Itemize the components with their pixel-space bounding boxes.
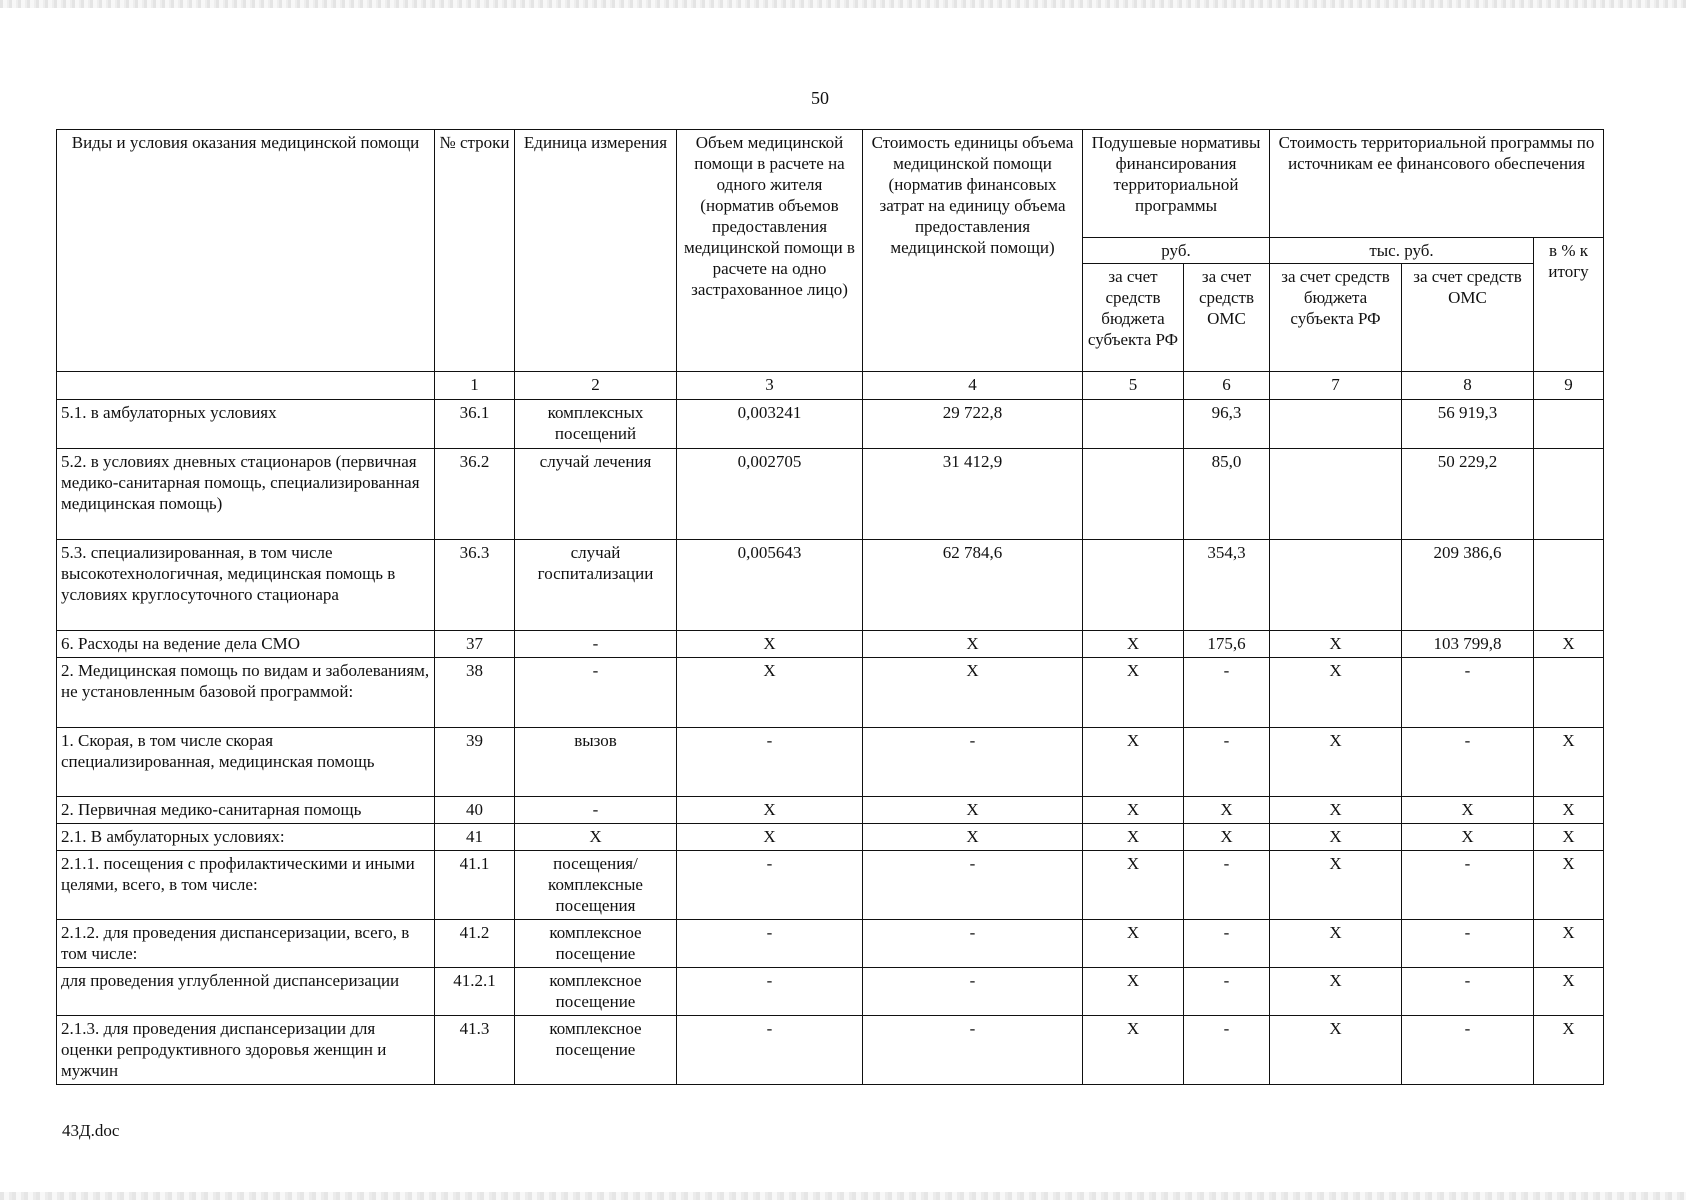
row-name: 2.1.1. посещения с профилактическими и иными целями, всего, в том числе: [57,851,435,920]
row-oms-rub: - [1184,1016,1270,1085]
row-line: 37 [435,631,515,658]
row-volume: - [677,1016,863,1085]
row-budget-thousand [1270,540,1402,631]
row-oms-rub: 354,3 [1184,540,1270,631]
row-oms-thousand: 56 919,3 [1402,400,1534,449]
row-budget-rub: X [1083,968,1184,1016]
row-name: 2.1.3. для проведения диспансеризации для оценки репродуктивного здоровья женщин и мужчин [57,1016,435,1085]
row-budget-thousand: X [1270,797,1402,824]
row-cost: 31 412,9 [863,449,1083,540]
row-percent: X [1534,728,1604,797]
row-line: 41.1 [435,851,515,920]
row-percent: X [1534,920,1604,968]
row-cost: X [863,658,1083,728]
column-number: 5 [1083,372,1184,400]
row-oms-thousand: - [1402,1016,1534,1085]
row-line: 39 [435,728,515,797]
row-percent [1534,658,1604,728]
header-budget-rub: за счет средств бюджета субъекта РФ [1083,264,1184,372]
column-number: 2 [515,372,677,400]
row-name: 1. Скорая, в том числе скорая специализированная, медицинская помощь [57,728,435,797]
table-row [57,968,1604,1016]
row-line: 40 [435,797,515,824]
row-unit: случай лечения [515,449,677,540]
row-unit: вызов [515,728,677,797]
row-budget-rub: X [1083,824,1184,851]
row-volume: X [677,658,863,728]
row-line: 41.3 [435,1016,515,1085]
row-percent: X [1534,824,1604,851]
row-oms-rub: - [1184,968,1270,1016]
header-unit-cost: Стоимость единицы объема медицинской помощи (норматив финансовых затрат на единицу объема предоставления медицинской помощи) [863,130,1083,372]
column-number: 8 [1402,372,1534,400]
column-number: 9 [1534,372,1604,400]
row-volume: X [677,824,863,851]
row-budget-thousand: X [1270,851,1402,920]
column-number: 4 [863,372,1083,400]
row-line: 41.2 [435,920,515,968]
header-unit: Единица измерения [515,130,677,372]
row-oms-thousand: X [1402,824,1534,851]
row-budget-thousand [1270,449,1402,540]
row-unit: - [515,658,677,728]
row-unit: комплексное посещение [515,1016,677,1085]
header-per-capita: Подушевые нормативы финансирования территориальной программы [1083,130,1270,238]
row-name: для проведения углубленной диспансеризации [57,968,435,1016]
row-cost: - [863,920,1083,968]
row-percent: X [1534,631,1604,658]
row-budget-thousand: X [1270,824,1402,851]
scan-edge-top [0,0,1686,8]
row-oms-thousand: 50 229,2 [1402,449,1534,540]
column-number: 6 [1184,372,1270,400]
row-budget-thousand [1270,400,1402,449]
row-percent [1534,449,1604,540]
row-volume: - [677,728,863,797]
page-number: 50 [811,88,829,108]
header-oms-thousand: за счет средств ОМС [1402,264,1534,372]
row-volume: - [677,968,863,1016]
table-row [57,728,1604,797]
row-cost: X [863,797,1083,824]
row-volume: X [677,797,863,824]
table-row [57,920,1604,968]
header-budget-thousand: за счет средств бюджета субъекта РФ [1270,264,1402,372]
header-percent: в % к итогу [1534,238,1604,372]
row-budget-rub: X [1083,728,1184,797]
row-cost: - [863,968,1083,1016]
row-volume: 0,005643 [677,540,863,631]
row-name: 5.1. в амбулаторных условиях [57,400,435,449]
row-oms-rub: - [1184,658,1270,728]
header-program-cost: Стоимость территориальной программы по источникам ее финансового обеспечения [1270,130,1604,238]
header-unit-thousand-rub: тыс. руб. [1270,238,1534,264]
row-percent [1534,540,1604,631]
row-cost: - [863,728,1083,797]
row-volume: - [677,920,863,968]
row-name: 2. Медицинская помощь по видам и заболеваниям, не установленным базовой программой: [57,658,435,728]
row-budget-rub: X [1083,920,1184,968]
row-line: 38 [435,658,515,728]
footer-filename: 43Д.doc [62,1121,120,1140]
header-unit-rub: руб. [1083,238,1270,264]
row-oms-thousand: - [1402,968,1534,1016]
row-line: 36.3 [435,540,515,631]
row-budget-rub: X [1083,797,1184,824]
row-oms-rub: - [1184,728,1270,797]
row-percent: X [1534,1016,1604,1085]
table-row [57,851,1604,920]
column-number [57,372,435,400]
row-name: 2.1. В амбулаторных условиях: [57,824,435,851]
row-oms-thousand: 209 386,6 [1402,540,1534,631]
table-row [57,400,1604,449]
row-oms-rub: 85,0 [1184,449,1270,540]
header-kind: Виды и условия оказания медицинской помощи [57,130,435,372]
row-cost: - [863,851,1083,920]
row-oms-thousand: - [1402,920,1534,968]
table-row [57,631,1604,658]
table-row [57,1016,1604,1085]
row-line: 36.2 [435,449,515,540]
table-row [57,449,1604,540]
row-oms-rub: 175,6 [1184,631,1270,658]
table-row [57,658,1604,728]
row-budget-rub [1083,449,1184,540]
column-number: 1 [435,372,515,400]
row-budget-thousand: X [1270,1016,1402,1085]
row-cost: X [863,824,1083,851]
row-budget-rub: X [1083,851,1184,920]
row-cost: X [863,631,1083,658]
row-oms-thousand: - [1402,728,1534,797]
row-volume: 0,002705 [677,449,863,540]
row-oms-thousand: 103 799,8 [1402,631,1534,658]
header-row-number: № строки [435,130,515,372]
row-oms-rub: 96,3 [1184,400,1270,449]
row-budget-rub [1083,540,1184,631]
table-row [57,540,1604,631]
row-unit: комплексное посещение [515,968,677,1016]
row-unit: - [515,797,677,824]
header-oms-rub: за счет средств ОМС [1184,264,1270,372]
row-line: 36.1 [435,400,515,449]
row-unit: комплексное посещение [515,920,677,968]
table-body [57,400,1604,1085]
row-oms-rub: - [1184,920,1270,968]
row-name: 5.2. в условиях дневных стационаров (первичная медико-санитарная помощь, специализированная медицинская помощь) [57,449,435,540]
row-name: 2.1.2. для проведения диспансеризации, всего, в том числе: [57,920,435,968]
header-volume: Объем медицинской помощи в расчете на одного жителя (норматив объемов предоставления медицинской помощи в расчете на одно застрахованное лицо) [677,130,863,372]
row-oms-rub: - [1184,851,1270,920]
row-oms-rub: X [1184,797,1270,824]
row-unit: случай госпитализации [515,540,677,631]
row-cost: - [863,1016,1083,1085]
row-budget-rub: X [1083,631,1184,658]
row-oms-rub: X [1184,824,1270,851]
row-unit: посещения/ комплексные посещения [515,851,677,920]
row-budget-rub: X [1083,658,1184,728]
column-number: 7 [1270,372,1402,400]
row-volume: X [677,631,863,658]
row-budget-thousand: X [1270,631,1402,658]
row-volume: 0,003241 [677,400,863,449]
row-budget-rub [1083,400,1184,449]
table-row [57,797,1604,824]
row-oms-thousand: - [1402,658,1534,728]
row-budget-thousand: X [1270,658,1402,728]
row-name: 6. Расходы на ведение дела СМО [57,631,435,658]
row-oms-thousand: - [1402,851,1534,920]
row-unit: - [515,631,677,658]
column-number-row [57,372,1604,400]
row-unit: комплексных посещений [515,400,677,449]
row-unit: X [515,824,677,851]
row-name: 5.3. специализированная, в том числе высокотехнологичная, медицинская помощь в условиях круглосуточного стационара [57,540,435,631]
row-name: 2. Первичная медико-санитарная помощь [57,797,435,824]
row-cost: 62 784,6 [863,540,1083,631]
row-percent [1534,400,1604,449]
column-number: 3 [677,372,863,400]
row-oms-thousand: X [1402,797,1534,824]
row-budget-thousand: X [1270,968,1402,1016]
row-volume: - [677,851,863,920]
row-percent: X [1534,797,1604,824]
row-cost: 29 722,8 [863,400,1083,449]
row-percent: X [1534,851,1604,920]
row-line: 41 [435,824,515,851]
financing-table [56,129,1604,1085]
row-budget-thousand: X [1270,920,1402,968]
row-line: 41.2.1 [435,968,515,1016]
row-budget-rub: X [1083,1016,1184,1085]
table-row [57,824,1604,851]
scan-edge-bottom [0,1192,1686,1200]
row-percent: X [1534,968,1604,1016]
row-budget-thousand: X [1270,728,1402,797]
